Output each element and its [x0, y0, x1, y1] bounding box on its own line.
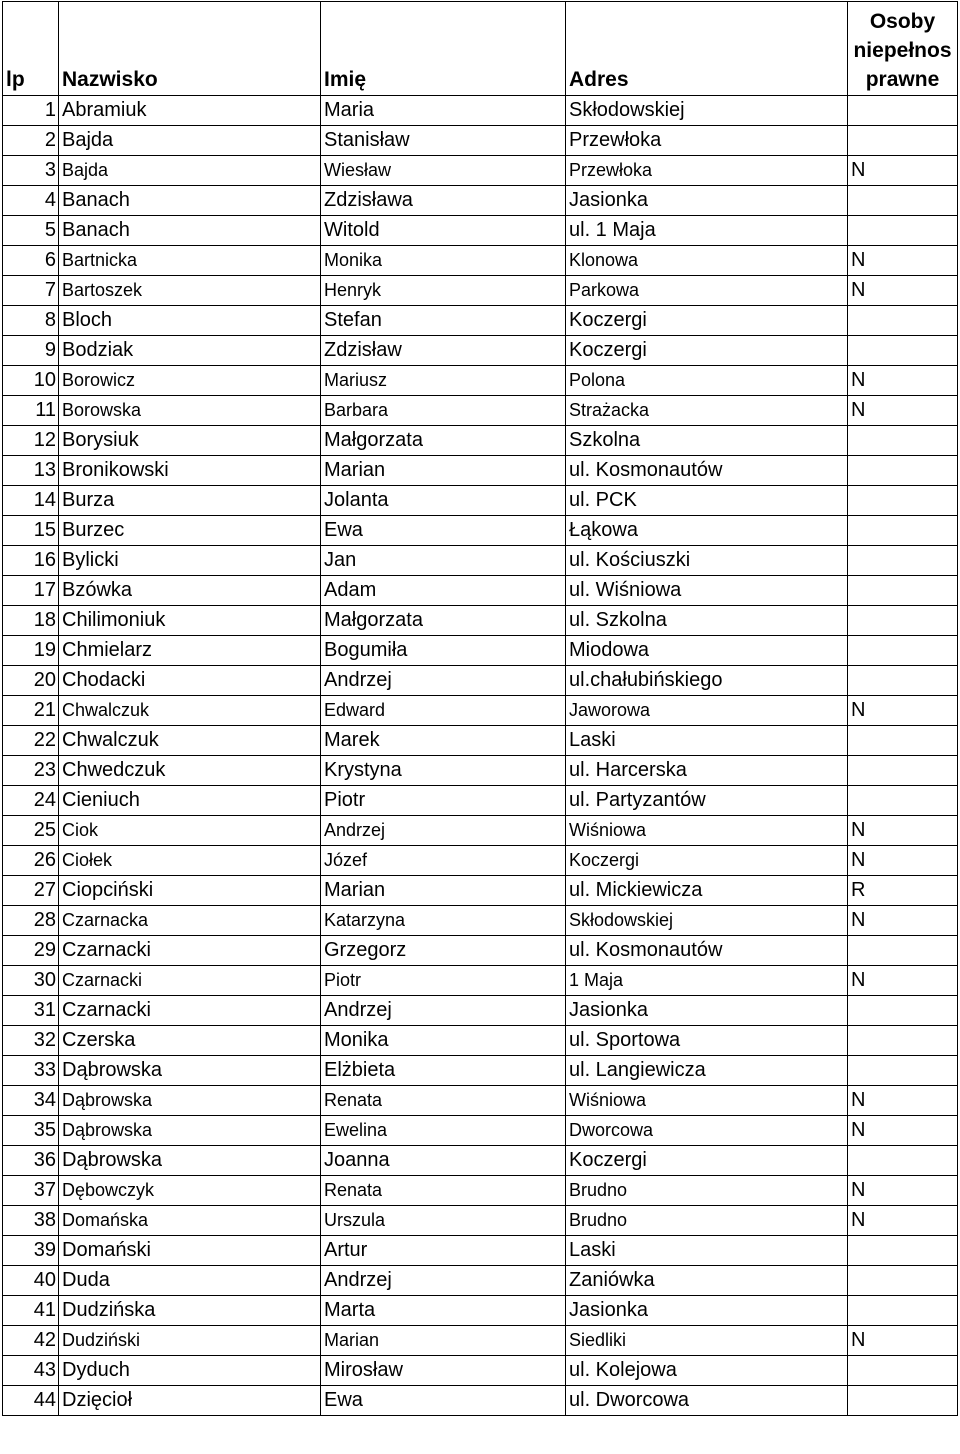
table-row	[3, 96, 958, 126]
lp-cell: 18	[3, 606, 59, 636]
col-header-first-name: Imię	[321, 2, 566, 96]
lp-cell: 32	[3, 1026, 59, 1056]
first-name-cell: Barbara	[321, 396, 566, 426]
table-row	[3, 936, 958, 966]
disabled-flag-cell	[848, 96, 958, 126]
first-name-cell: Ewa	[321, 1386, 566, 1416]
lp-cell: 4	[3, 186, 59, 216]
table-row	[3, 696, 958, 726]
table-row	[3, 636, 958, 666]
table-row	[3, 1116, 958, 1146]
surname-cell: Czarnacka	[59, 906, 321, 936]
lp-cell: 3	[3, 156, 59, 186]
first-name-cell: Joanna	[321, 1146, 566, 1176]
address-cell: ul. Mickiewicza	[566, 876, 848, 906]
surname-cell: Bajda	[59, 156, 321, 186]
surname-cell: Banach	[59, 186, 321, 216]
table-row	[3, 396, 958, 426]
disabled-flag-cell: R	[848, 876, 958, 906]
address-cell: Brudno	[566, 1206, 848, 1236]
surname-cell: Ciołek	[59, 846, 321, 876]
surname-cell: Borowicz	[59, 366, 321, 396]
first-name-cell: Adam	[321, 576, 566, 606]
col-header-disabled-line3: prawne	[865, 68, 940, 91]
first-name-cell: Małgorzata	[321, 426, 566, 456]
col-header-disabled-line1: Osoby	[869, 10, 936, 33]
table-row	[3, 426, 958, 456]
table-row	[3, 786, 958, 816]
surname-cell: Dzięcioł	[59, 1386, 321, 1416]
surname-cell: Bylicki	[59, 546, 321, 576]
first-name-cell: Marta	[321, 1296, 566, 1326]
first-name-cell: Andrzej	[321, 1266, 566, 1296]
table-row	[3, 846, 958, 876]
table-row	[3, 366, 958, 396]
table-row	[3, 816, 958, 846]
lp-cell: 44	[3, 1386, 59, 1416]
col-header-surname: Nazwisko	[59, 2, 321, 96]
address-cell: Brudno	[566, 1176, 848, 1206]
disabled-flag-cell: N	[848, 906, 958, 936]
address-cell: Koczergi	[566, 336, 848, 366]
first-name-cell: Marian	[321, 1326, 566, 1356]
surname-cell: Domańska	[59, 1206, 321, 1236]
disabled-flag-cell	[848, 486, 958, 516]
first-name-cell: Małgorzata	[321, 606, 566, 636]
address-cell: Wiśniowa	[566, 1086, 848, 1116]
address-cell: Przewłoka	[566, 156, 848, 186]
disabled-flag-cell	[848, 936, 958, 966]
first-name-cell: Zdzisław	[321, 336, 566, 366]
lp-cell: 34	[3, 1086, 59, 1116]
surname-cell: Borysiuk	[59, 426, 321, 456]
lp-cell: 27	[3, 876, 59, 906]
first-name-cell: Ewa	[321, 516, 566, 546]
table-row	[3, 1176, 958, 1206]
table-row	[3, 1056, 958, 1086]
lp-cell: 15	[3, 516, 59, 546]
address-cell: Laski	[566, 1236, 848, 1266]
first-name-cell: Bogumiła	[321, 636, 566, 666]
table-row	[3, 276, 958, 306]
address-cell: Siedliki	[566, 1326, 848, 1356]
table-row	[3, 246, 958, 276]
surname-cell: Dąbrowska	[59, 1056, 321, 1086]
address-cell: Zaniówka	[566, 1266, 848, 1296]
address-cell: Miodowa	[566, 636, 848, 666]
disabled-flag-cell	[848, 1356, 958, 1386]
lp-cell: 17	[3, 576, 59, 606]
disabled-flag-cell: N	[848, 816, 958, 846]
surname-cell: Dąbrowska	[59, 1116, 321, 1146]
lp-cell: 33	[3, 1056, 59, 1086]
lp-cell: 39	[3, 1236, 59, 1266]
lp-cell: 23	[3, 756, 59, 786]
table-row	[3, 1086, 958, 1116]
first-name-cell: Jan	[321, 546, 566, 576]
surname-cell: Chodacki	[59, 666, 321, 696]
disabled-flag-cell	[848, 1386, 958, 1416]
table-row	[3, 606, 958, 636]
disabled-flag-cell	[848, 636, 958, 666]
surname-cell: Czerska	[59, 1026, 321, 1056]
address-cell: Jaworowa	[566, 696, 848, 726]
lp-cell: 8	[3, 306, 59, 336]
table-row	[3, 576, 958, 606]
first-name-cell: Jolanta	[321, 486, 566, 516]
address-cell: Koczergi	[566, 1146, 848, 1176]
col-header-disabled-line2: niepełnos	[853, 39, 952, 62]
first-name-cell: Zdzisława	[321, 186, 566, 216]
lp-cell: 1	[3, 96, 59, 126]
header-row	[3, 2, 958, 96]
lp-cell: 36	[3, 1146, 59, 1176]
address-cell: ul. Harcerska	[566, 756, 848, 786]
table-row	[3, 456, 958, 486]
surname-cell: Bartnicka	[59, 246, 321, 276]
first-name-cell: Ewelina	[321, 1116, 566, 1146]
address-cell: ul.chałubińskiego	[566, 666, 848, 696]
address-cell: Przewłoka	[566, 126, 848, 156]
lp-cell: 19	[3, 636, 59, 666]
surname-cell: Dąbrowska	[59, 1146, 321, 1176]
first-name-cell: Stefan	[321, 306, 566, 336]
disabled-flag-cell	[848, 336, 958, 366]
surname-cell: Czarnacki	[59, 936, 321, 966]
surname-cell: Dąbrowska	[59, 1086, 321, 1116]
lp-cell: 24	[3, 786, 59, 816]
first-name-cell: Henryk	[321, 276, 566, 306]
address-cell: Jasionka	[566, 996, 848, 1026]
first-name-cell: Urszula	[321, 1206, 566, 1236]
address-cell: ul. Sportowa	[566, 1026, 848, 1056]
disabled-flag-cell: N	[848, 1326, 958, 1356]
disabled-flag-cell	[848, 1296, 958, 1326]
table-row	[3, 1206, 958, 1236]
surname-cell: Bronikowski	[59, 456, 321, 486]
surname-cell: Chilimoniuk	[59, 606, 321, 636]
table-row	[3, 1296, 958, 1326]
lp-cell: 6	[3, 246, 59, 276]
address-cell: ul. Kościuszki	[566, 546, 848, 576]
surname-cell: Bajda	[59, 126, 321, 156]
lp-cell: 5	[3, 216, 59, 246]
first-name-cell: Andrzej	[321, 996, 566, 1026]
surname-cell: Bodziak	[59, 336, 321, 366]
lp-cell: 20	[3, 666, 59, 696]
lp-cell: 7	[3, 276, 59, 306]
surname-cell: Ciok	[59, 816, 321, 846]
lp-cell: 13	[3, 456, 59, 486]
address-cell: 1 Maja	[566, 966, 848, 996]
first-name-cell: Katarzyna	[321, 906, 566, 936]
disabled-flag-cell	[848, 786, 958, 816]
address-cell: Jasionka	[566, 1296, 848, 1326]
first-name-cell: Mariusz	[321, 366, 566, 396]
lp-cell: 26	[3, 846, 59, 876]
first-name-cell: Witold	[321, 216, 566, 246]
surname-cell: Cieniuch	[59, 786, 321, 816]
disabled-flag-cell: N	[848, 696, 958, 726]
lp-cell: 29	[3, 936, 59, 966]
disabled-flag-cell	[848, 306, 958, 336]
disabled-flag-cell	[848, 516, 958, 546]
address-cell: Polona	[566, 366, 848, 396]
surname-cell: Dudziński	[59, 1326, 321, 1356]
lp-cell: 43	[3, 1356, 59, 1386]
disabled-flag-cell: N	[848, 1116, 958, 1146]
table-row	[3, 306, 958, 336]
first-name-cell: Monika	[321, 1026, 566, 1056]
address-cell: Laski	[566, 726, 848, 756]
first-name-cell: Renata	[321, 1086, 566, 1116]
table-row	[3, 996, 958, 1026]
first-name-cell: Maria	[321, 96, 566, 126]
lp-cell: 40	[3, 1266, 59, 1296]
table-row	[3, 186, 958, 216]
surname-cell: Domański	[59, 1236, 321, 1266]
surname-cell: Dyduch	[59, 1356, 321, 1386]
disabled-flag-cell: N	[848, 156, 958, 186]
lp-cell: 2	[3, 126, 59, 156]
table-row	[3, 1326, 958, 1356]
disabled-flag-cell	[848, 606, 958, 636]
table-row	[3, 906, 958, 936]
first-name-cell: Andrzej	[321, 816, 566, 846]
disabled-flag-cell: N	[848, 1206, 958, 1236]
col-header-disabled	[848, 2, 958, 96]
table-row	[3, 666, 958, 696]
table-row	[3, 756, 958, 786]
address-cell: ul. Langiewicza	[566, 1056, 848, 1086]
first-name-cell: Piotr	[321, 786, 566, 816]
disabled-flag-cell	[848, 726, 958, 756]
table-row	[3, 126, 958, 156]
table-row	[3, 156, 958, 186]
disabled-flag-cell: N	[848, 1176, 958, 1206]
address-cell: ul. Wiśniowa	[566, 576, 848, 606]
lp-cell: 9	[3, 336, 59, 366]
first-name-cell: Andrzej	[321, 666, 566, 696]
disabled-flag-cell	[848, 1146, 958, 1176]
surname-cell: Bartoszek	[59, 276, 321, 306]
lp-cell: 28	[3, 906, 59, 936]
lp-cell: 11	[3, 396, 59, 426]
surname-cell: Czarnacki	[59, 966, 321, 996]
table-row	[3, 546, 958, 576]
disabled-flag-cell: N	[848, 966, 958, 996]
table-row	[3, 876, 958, 906]
surname-cell: Chwalczuk	[59, 726, 321, 756]
disabled-flag-cell	[848, 576, 958, 606]
surname-cell: Chwedczuk	[59, 756, 321, 786]
disabled-flag-cell	[848, 426, 958, 456]
surname-cell: Burzec	[59, 516, 321, 546]
lp-cell: 42	[3, 1326, 59, 1356]
table-row	[3, 1236, 958, 1266]
first-name-cell: Krystyna	[321, 756, 566, 786]
lp-cell: 25	[3, 816, 59, 846]
first-name-cell: Edward	[321, 696, 566, 726]
disabled-flag-cell: N	[848, 846, 958, 876]
address-cell: ul. Szkolna	[566, 606, 848, 636]
address-cell: Łąkowa	[566, 516, 848, 546]
first-name-cell: Stanisław	[321, 126, 566, 156]
table-row	[3, 1356, 958, 1386]
lp-cell: 10	[3, 366, 59, 396]
address-cell: ul. PCK	[566, 486, 848, 516]
table-row	[3, 1026, 958, 1056]
surname-cell: Burza	[59, 486, 321, 516]
lp-cell: 30	[3, 966, 59, 996]
disabled-flag-cell	[848, 216, 958, 246]
first-name-cell: Marian	[321, 456, 566, 486]
lp-cell: 12	[3, 426, 59, 456]
first-name-cell: Monika	[321, 246, 566, 276]
disabled-flag-cell	[848, 996, 958, 1026]
lp-cell: 14	[3, 486, 59, 516]
address-cell: Wiśniowa	[566, 816, 848, 846]
address-cell: Strażacka	[566, 396, 848, 426]
surname-cell: Borowska	[59, 396, 321, 426]
lp-cell: 21	[3, 696, 59, 726]
table-row	[3, 726, 958, 756]
lp-cell: 38	[3, 1206, 59, 1236]
disabled-flag-cell	[848, 186, 958, 216]
disabled-flag-cell	[848, 1266, 958, 1296]
address-cell: Szkolna	[566, 426, 848, 456]
address-cell: Skłodowskiej	[566, 906, 848, 936]
table-row	[3, 1266, 958, 1296]
disabled-flag-cell	[848, 1026, 958, 1056]
lp-cell: 16	[3, 546, 59, 576]
table-row	[3, 486, 958, 516]
first-name-cell: Marian	[321, 876, 566, 906]
address-cell: ul. Kolejowa	[566, 1356, 848, 1386]
surname-cell: Czarnacki	[59, 996, 321, 1026]
first-name-cell: Artur	[321, 1236, 566, 1266]
disabled-flag-cell	[848, 1056, 958, 1086]
address-cell: ul. Kosmonautów	[566, 456, 848, 486]
first-name-cell: Elżbieta	[321, 1056, 566, 1086]
lp-cell: 22	[3, 726, 59, 756]
surname-cell: Ciopciński	[59, 876, 321, 906]
table-row	[3, 336, 958, 366]
disabled-flag-cell: N	[848, 396, 958, 426]
first-name-cell: Grzegorz	[321, 936, 566, 966]
surname-cell: Dudzińska	[59, 1296, 321, 1326]
address-cell: Koczergi	[566, 846, 848, 876]
surname-cell: Dębowczyk	[59, 1176, 321, 1206]
surname-cell: Bloch	[59, 306, 321, 336]
table-row	[3, 1146, 958, 1176]
first-name-cell: Marek	[321, 726, 566, 756]
first-name-cell: Piotr	[321, 966, 566, 996]
disabled-flag-cell: N	[848, 366, 958, 396]
col-header-address: Adres	[566, 2, 848, 96]
table-row	[3, 1386, 958, 1416]
first-name-cell: Wiesław	[321, 156, 566, 186]
surname-cell: Chmielarz	[59, 636, 321, 666]
address-cell: Koczergi	[566, 306, 848, 336]
disabled-flag-cell	[848, 126, 958, 156]
surname-cell: Chwalczuk	[59, 696, 321, 726]
address-cell: Klonowa	[566, 246, 848, 276]
first-name-cell: Mirosław	[321, 1356, 566, 1386]
disabled-flag-cell	[848, 1236, 958, 1266]
surname-cell: Bzówka	[59, 576, 321, 606]
lp-cell: 31	[3, 996, 59, 1026]
disabled-flag-cell: N	[848, 246, 958, 276]
surname-cell: Abramiuk	[59, 96, 321, 126]
residents-table	[2, 1, 958, 1416]
address-cell: Dworcowa	[566, 1116, 848, 1146]
surname-cell: Duda	[59, 1266, 321, 1296]
table-row	[3, 966, 958, 996]
table-row	[3, 516, 958, 546]
disabled-flag-cell	[848, 756, 958, 786]
table-row	[3, 216, 958, 246]
col-header-lp: lp	[3, 2, 59, 96]
lp-cell: 37	[3, 1176, 59, 1206]
address-cell: ul. Kosmonautów	[566, 936, 848, 966]
first-name-cell: Józef	[321, 846, 566, 876]
disabled-flag-cell: N	[848, 1086, 958, 1116]
address-cell: Jasionka	[566, 186, 848, 216]
surname-cell: Banach	[59, 216, 321, 246]
address-cell: ul. Dworcowa	[566, 1386, 848, 1416]
disabled-flag-cell	[848, 546, 958, 576]
lp-cell: 41	[3, 1296, 59, 1326]
table-body	[3, 96, 958, 1416]
lp-cell: 35	[3, 1116, 59, 1146]
first-name-cell: Renata	[321, 1176, 566, 1206]
disabled-flag-cell	[848, 666, 958, 696]
address-cell: ul. 1 Maja	[566, 216, 848, 246]
disabled-flag-cell	[848, 456, 958, 486]
address-cell: Skłodowskiej	[566, 96, 848, 126]
address-cell: ul. Partyzantów	[566, 786, 848, 816]
address-cell: Parkowa	[566, 276, 848, 306]
disabled-flag-cell: N	[848, 276, 958, 306]
